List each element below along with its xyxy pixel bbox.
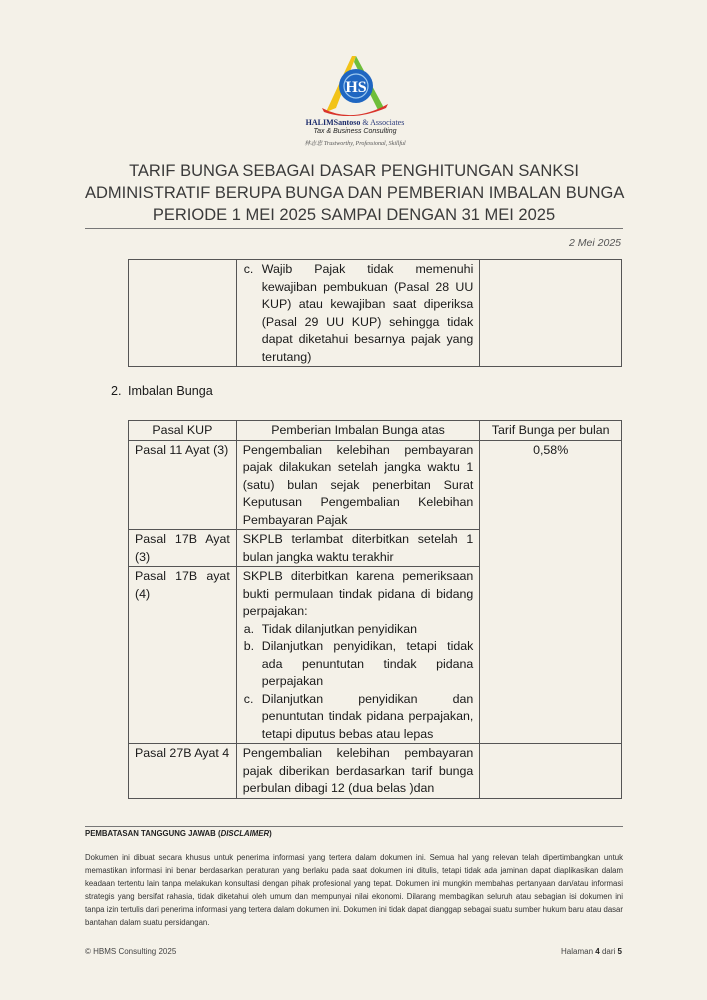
table-row xyxy=(129,440,622,530)
sanksi-bunga-table-continuation xyxy=(128,259,622,367)
list-marker: c. xyxy=(243,691,254,706)
rate-cell: 0,58% xyxy=(480,440,622,744)
section-heading xyxy=(111,384,213,398)
pasal-cell: Pasal 17B Ayat (3) xyxy=(129,530,237,567)
sub-list xyxy=(243,621,474,744)
section-number: 2. xyxy=(111,384,122,398)
logo-emblem-icon xyxy=(312,52,398,116)
pasal-cell: Pasal 17B ayat (4) xyxy=(129,567,237,744)
table-header-row xyxy=(129,421,622,441)
title-line-1: TARIF BUNGA SEBAGAI DASAR PENGHITUNGAN SANKSI xyxy=(129,162,579,180)
title-line-3: PERIODE 1 MEI 2025 SAMPAI DENGAN 31 MEI 2025 xyxy=(152,206,556,224)
list-marker: a. xyxy=(243,621,255,636)
description-text: SKPLB diterbitkan karena pemeriksaan bukti permulaan tindak pidana di bidang perpajakan: xyxy=(242,569,474,618)
description-cell: Pengembalian kelebihan pembayaran pajak dilakukan setelah jangka waktu 1 (satu) bulan sejak penerbitan Surat Keputusan Pengembalian Kelebihan Pembayaran Pajak xyxy=(236,440,480,530)
description-cell xyxy=(236,567,480,744)
disclaimer-text: Dokumen ini dibuat secara khusus untuk penerima informasi yang tertera dalam dokumen ini. Semua hal yang relevan telah dipertimbangkan untuk memastikan informasi ini benar berdasarkan peraturan yang berlaku pada saat dokumen ini ditulis, tetapi tidak ada jaminan dapat diaplikasikan dalam keadaan tertentu lain tanpa melakukan konsultasi dengan pihak profesional yang tepat. Dokumen ini mungkin membahas pertanyaan dan/atau informasi strategis yang bersifat rahasia, tidak diketahui oleh umum dan mempunyai nilai ekonomi. Dilarang membagikan seluruh atau sebagian isi dokumen ini tanpa izin tertulis dari penerima informasi yang tertera dalam dokumen ini. Dokumen ini tidak dapat dianggap sebagai suatu sumber hukum baru atau dasar bantahan dalam suatu persidangan. xyxy=(85,853,623,927)
table-row xyxy=(129,744,622,799)
table-cell xyxy=(129,260,237,367)
company-logo xyxy=(290,52,420,152)
title-line-2: ADMINISTRATIF BERUPA BUNGA DAN PEMBERIAN IMBALAN BUNGA xyxy=(85,184,625,202)
column-header: Pasal KUP xyxy=(129,421,237,441)
svg-text:HS: HS xyxy=(345,79,367,96)
list-item xyxy=(243,691,474,744)
list-item-text: Wajib Pajak tidak memenuhi kewajiban pembukuan (Pasal 28 UU KUP) atau kewajiban saat diperiksa (Pasal 29 UU KUP) sehingga tidak dapat diketahui besarnya pajak yang terutang) xyxy=(261,262,474,364)
list-item xyxy=(243,261,474,366)
table-cell xyxy=(480,260,622,367)
rate-cell-empty xyxy=(480,744,622,799)
page-number: Halaman 4 dari 5 xyxy=(561,947,622,956)
column-header: Pemberian Imbalan Bunga atas xyxy=(236,421,480,441)
table-row xyxy=(129,260,622,367)
list-item xyxy=(243,621,474,639)
disclaimer-title: PEMBATASAN TANGGUNG JAWAB (DISCLAIMER) xyxy=(85,829,272,838)
list-item-text: Dilanjutkan penyidikan dan penuntutan tindak pidana perpajakan, tetapi diputus bebas atau lepas xyxy=(261,691,474,741)
list-marker: c. xyxy=(243,262,254,276)
document-date: 2 Mei 2025 xyxy=(569,237,621,249)
table-cell xyxy=(236,260,480,367)
list-item-text: Tidak dilanjutkan penyidikan xyxy=(261,621,417,636)
section-title: Imbalan Bunga xyxy=(128,384,213,398)
footer-copyright: © HBMS Consulting 2025 xyxy=(85,947,177,956)
document-title xyxy=(85,160,623,226)
disclaimer-divider xyxy=(85,826,623,827)
logo-motto: 林志忠 Trustworthy, Professional, Skillful xyxy=(304,141,406,147)
description-cell: Pengembalian kelebihan pembayaran pajak diberikan berdasarkan tarif bunga perbulan dibagi 12 (dua belas )dan xyxy=(236,744,480,799)
description-cell: SKPLB terlambat diterbitkan setelah 1 bulan jangka waktu terakhir xyxy=(236,530,480,567)
list-marker: b. xyxy=(243,639,255,653)
imbalan-bunga-table xyxy=(128,420,622,799)
logo-brand: HALIMSantoso & Associates xyxy=(305,118,405,127)
pasal-cell: Pasal 27B Ayat 4 xyxy=(129,744,237,799)
list-item xyxy=(243,638,474,691)
logo-tagline: Tax & Business Consulting xyxy=(313,128,397,135)
pasal-cell: Pasal 11 Ayat (3) xyxy=(129,440,237,530)
list-item-text: Dilanjutkan penyidikan, tetapi tidak ada penuntutan tindak pidana perpajakan xyxy=(261,639,474,688)
column-header: Tarif Bunga per bulan xyxy=(480,421,622,441)
title-divider xyxy=(85,228,623,229)
